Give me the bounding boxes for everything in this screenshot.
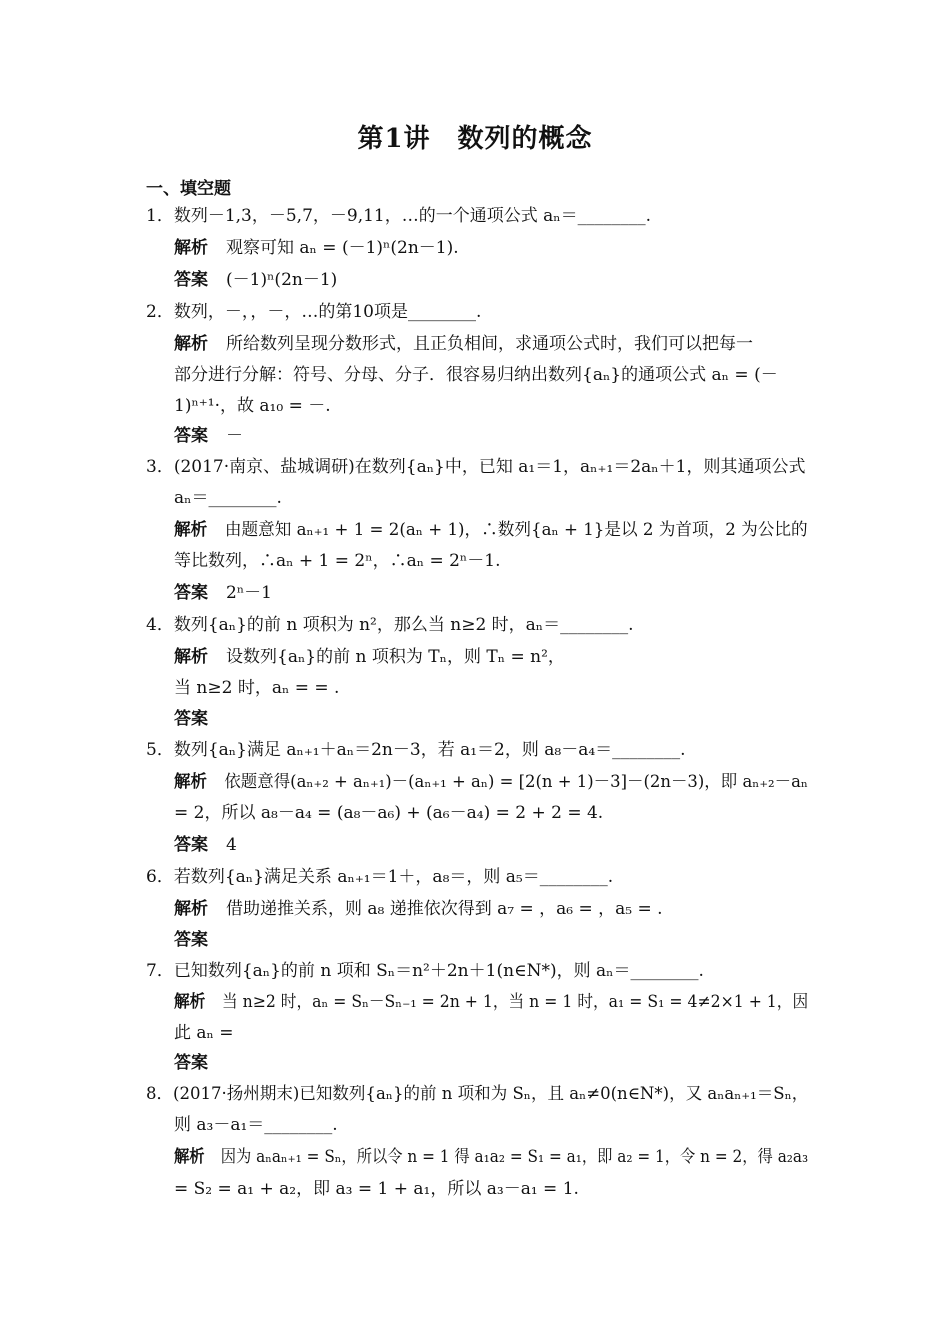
analysis-label: 解析 (174, 520, 208, 540)
q4-analysis-text-1: 设数列{aₙ}的前 n 项积为 Tₙ，则 Tₙ = n²， (226, 647, 565, 667)
q3-analysis-text-1: 由题意知 aₙ₊₁ + 1 = 2(aₙ + 1)，∴数列{aₙ + 1}是以 2 为首项，2 为公比的 (224, 520, 808, 540)
q5-analysis (174, 771, 808, 793)
q7-stem: 7．已知数列{aₙ}的前 n 项和 Sₙ＝n²＋2n＋1(n∈N*)，则 aₙ＝________. (146, 961, 704, 981)
q2-stem: 2．数列，－，，－，…的第10项是________. (146, 302, 482, 322)
q2-answer (174, 425, 243, 447)
analysis-label: 解析 (174, 899, 208, 919)
q1-stem: 1．数列－1,3，－5,7，－9,11，…的一个通项公式 aₙ＝________. (146, 206, 652, 226)
q2-answer-text: － (226, 426, 243, 446)
answer-label: 答案 (174, 270, 208, 290)
q3-analysis (174, 519, 808, 541)
q8-analysis-text-2: = S₂ = a₁ + a₂，即 a₃ = 1 + a₁，所以 a₃－a₁ = 1. (174, 1179, 579, 1199)
q5-answer (174, 834, 237, 856)
q1-analysis (174, 237, 459, 259)
q3-answer (174, 582, 272, 604)
q6-answer (174, 929, 226, 951)
q3-analysis-text-2: 等比数列，∴aₙ + 1 = 2ⁿ，∴aₙ = 2ⁿ－1. (174, 551, 501, 571)
analysis-label: 解析 (174, 238, 208, 258)
q3-stem-1: 3．(2017·南京、盐城调研)在数列{aₙ}中，已知 a₁＝1，aₙ₊₁＝2aₙ＋1，则其通项公式 (146, 457, 806, 477)
q6-stem: 6．若数列{aₙ}满足关系 aₙ₊₁＝1＋，a₈＝，则 a₅＝________. (146, 867, 614, 887)
q4-answer (174, 708, 226, 730)
q6-analysis (174, 898, 663, 920)
q8-stem-1: 8．(2017·扬州期末)已知数列{aₙ}的前 n 项和为 Sₙ，且 aₙ≠0(n∈N*)，又 aₙaₙ₊₁＝Sₙ， (146, 1084, 809, 1104)
analysis-label: 解析 (174, 647, 208, 667)
q7-analysis (174, 991, 808, 1013)
q5-stem: 5．数列{aₙ}满足 aₙ₊₁＋aₙ＝2n－3，若 a₁＝2，则 a₈－a₄＝________. (146, 740, 686, 760)
q2-analysis-text-1: 所给数列呈现分数形式，且正负相间，求通项公式时，我们可以把每一 (226, 334, 753, 354)
q4-analysis (174, 646, 565, 668)
answer-label: 答案 (174, 1053, 208, 1073)
section-heading: 一、填空题 (146, 179, 231, 199)
q2-analysis-text-2: 部分进行分解：符号、分母、分子．很容易归纳出数列{aₙ}的通项公式 aₙ = (－ (174, 365, 778, 385)
analysis-label: 解析 (174, 772, 207, 792)
page-title: 第1讲 数列的概念 (357, 124, 593, 154)
q8-stem-2: 则 a₃－a₁＝________. (174, 1115, 338, 1135)
q7-analysis-text-1: 当 n≥2 时，aₙ = Sₙ－Sₙ₋₁ = 2n + 1，当 n = 1 时，a₁ = S₁ = 4≠2×1 + 1，因 (221, 992, 809, 1012)
q1-analysis-text: 观察可知 aₙ = (－1)ⁿ(2n－1). (226, 238, 459, 258)
answer-label: 答案 (174, 426, 208, 446)
answer-label: 答案 (174, 930, 208, 950)
q3-answer-text: 2ⁿ－1 (226, 583, 272, 603)
q7-answer (174, 1052, 226, 1074)
q2-analysis-text-3: 1)ⁿ⁺¹·，故 a₁₀ = －. (174, 396, 331, 416)
q5-answer-text: 4 (226, 835, 237, 855)
q6-analysis-text: 借助递推关系，则 a₈ 递推依次得到 a₇ = ，a₆ = ，a₅ = . (226, 899, 663, 919)
q8-analysis-text-1: 因为 aₙaₙ₊₁ = Sₙ，所以令 n = 1 得 a₁a₂ = S₁ = a₁，即 a₂ = 1，令 n = 2，得 a₂a₃ (220, 1147, 809, 1167)
answer-label: 答案 (174, 583, 208, 603)
q5-analysis-text-1: 依题意得(aₙ₊₂ + aₙ₊₁)－(aₙ₊₁ + aₙ) = [2(n + 1)－3]－(2n－3)，即 aₙ₊₂－aₙ (224, 772, 809, 792)
analysis-label: 解析 (174, 1147, 205, 1167)
q2-analysis (174, 333, 753, 355)
answer-label: 答案 (174, 835, 208, 855)
q1-answer (174, 269, 337, 291)
q5-analysis-text-2: = 2，所以 a₈－a₄ = (a₈－a₆) + (a₆－a₄) = 2 + 2 = 4. (174, 803, 604, 823)
q1-answer-text: (－1)ⁿ(2n－1) (226, 270, 338, 290)
answer-label: 答案 (174, 709, 208, 729)
q4-analysis-text-2: 当 n≥2 时，aₙ = = . (174, 678, 340, 698)
q3-stem-2: aₙ＝________. (174, 488, 282, 508)
analysis-label: 解析 (174, 992, 206, 1012)
q7-analysis-text-2: 此 aₙ = (174, 1023, 234, 1043)
analysis-label: 解析 (174, 334, 208, 354)
q8-analysis (174, 1146, 808, 1168)
q4-stem: 4．数列{aₙ}的前 n 项积为 n²，那么当 n≥2 时，aₙ＝________. (146, 615, 634, 635)
